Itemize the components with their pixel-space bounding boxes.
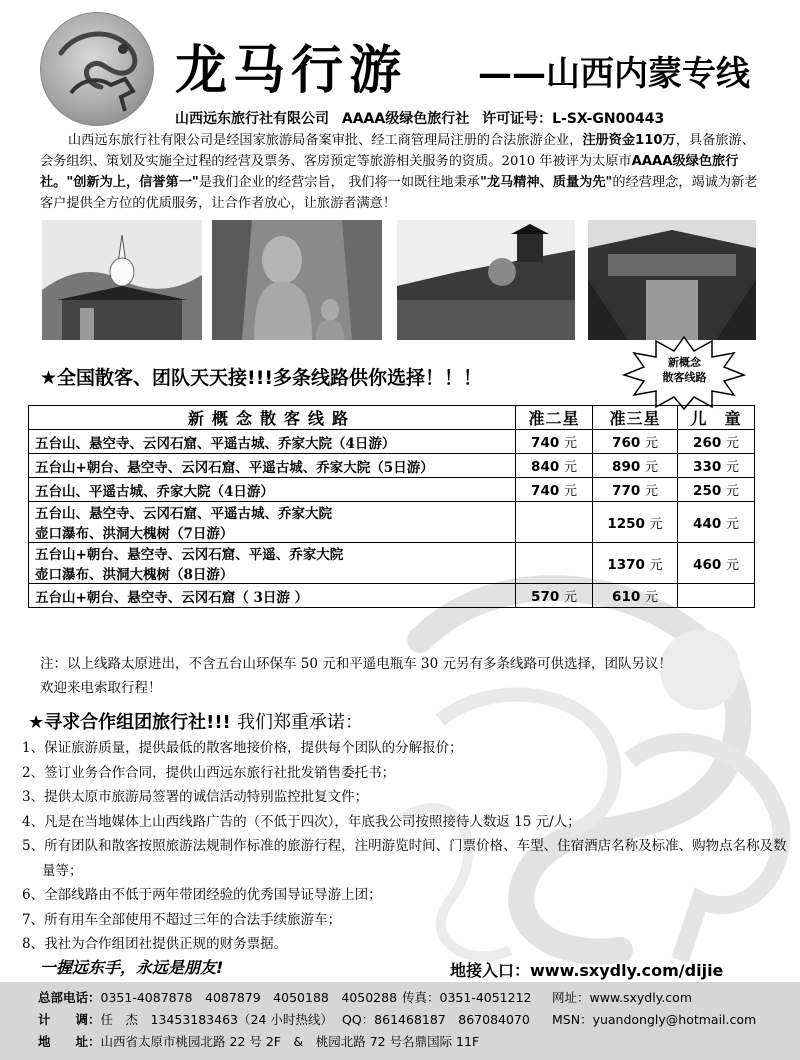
promise-list bbox=[22, 736, 792, 957]
price-cell-p2: 570 元 bbox=[516, 584, 593, 608]
company-name: 山西远东旅行社有限公司 bbox=[175, 111, 329, 127]
photo-wutaishan-pagoda bbox=[42, 220, 202, 340]
list-item: 7、所有用车全部使用不超过三年的合法手续旅游车； bbox=[22, 911, 342, 928]
table-row bbox=[29, 543, 755, 584]
price-cell-p2: 740 元 bbox=[516, 430, 593, 454]
route-cell: 五台山、悬空寺、云冈石窟、平遥古城、乔家大院（4日游） bbox=[29, 430, 516, 454]
address-text: 山西省太原市桃园北路 22 号 2F & 桃园北路 72 号名鼎国际 11F bbox=[100, 1034, 480, 1049]
price-cell-p3: 1250 元 bbox=[593, 502, 678, 543]
price-cell-p3: 1370 元 bbox=[593, 543, 678, 584]
partner-heading: ★寻求合作组团旅行社!!! 我们郑重承诺： bbox=[28, 712, 364, 733]
contact-label: 计 调： bbox=[38, 1012, 101, 1027]
list-item: 3、提供太原市旅游局签署的诚信活动特别监控批复文件； bbox=[22, 789, 369, 805]
list-item: 6、全部线路由不低于两年带团经验的优秀国导证导游上团； bbox=[22, 887, 382, 903]
contact-footer bbox=[0, 982, 800, 1060]
list-item: 8、我社为合作组团社提供正规的财务票据。 bbox=[22, 936, 288, 952]
registered-capital: 注册资金110万 bbox=[582, 133, 676, 148]
photo-pingyao-city-wall bbox=[397, 220, 575, 340]
route-note bbox=[40, 652, 780, 700]
price-cell-child: 260 元 bbox=[678, 430, 755, 454]
price-cell-p2: 740 元 bbox=[516, 478, 593, 502]
photo-qiao-family-courtyard bbox=[588, 220, 756, 340]
list-item: 2、签订业务合作合同，提供山西远东旅行社批发销售委托书； bbox=[22, 764, 396, 781]
route-price-table bbox=[28, 405, 755, 608]
col-header-child: 儿 童 bbox=[678, 406, 755, 430]
new-concept-badge bbox=[622, 335, 747, 410]
table-row bbox=[29, 454, 755, 478]
col-header-two-star: 准二星 bbox=[516, 406, 593, 430]
price-cell-p3: 890 元 bbox=[593, 454, 678, 478]
company-rating: AAAA级绿色旅行社 bbox=[341, 111, 470, 127]
table-row bbox=[29, 478, 755, 502]
price-cell-p3: 760 元 bbox=[593, 430, 678, 454]
fax-number: 传真：0351-4051212 bbox=[402, 990, 532, 1005]
closing-slogan: 一握远东手，永远是朋友! bbox=[40, 958, 224, 977]
spirit-text: "龙马精神、质量为先" bbox=[479, 175, 613, 190]
price-cell-child: 250 元 bbox=[678, 478, 755, 502]
table-row bbox=[29, 584, 755, 608]
route-cell: 五台山+朝台、悬空寺、云冈石窟、平遥古城、乔家大院（5日游） bbox=[29, 454, 516, 478]
note-line-1: 注：以上线路太原进出，不含五台山环保车 50 元和平遥电瓶车 30 元另有多条线路可供选择，团队另议！ bbox=[40, 656, 673, 672]
license-number: 许可证号：L-SX-GN00443 bbox=[482, 111, 665, 127]
price-cell-p2 bbox=[516, 502, 593, 543]
col-header-three-star: 准三星 bbox=[593, 406, 678, 430]
motto-text: "创新为上，信誉第一" bbox=[66, 175, 199, 190]
route-table-body bbox=[29, 430, 755, 608]
list-item: 5、所有团队和散客按照旅游法规制作标准的旅游行程，注明游览时间、门票价格、车型、住宿酒店名称及标准、购物点名称及数量等； bbox=[22, 838, 787, 879]
price-cell-child: 330 元 bbox=[678, 454, 755, 478]
page-title: 龙马行游 bbox=[175, 40, 408, 101]
contact-person: 任 杰 13453183463（24 小时热线） bbox=[100, 1012, 333, 1027]
qq-numbers: QQ：861468187 867084070 bbox=[342, 1012, 530, 1027]
website-link[interactable]: 网址：www.sxydly.com bbox=[552, 990, 692, 1005]
price-cell-p3: 610 元 bbox=[593, 584, 678, 608]
route-cell: 五台山、悬空寺、云冈石窟、平遥古城、乔家大院 壶口瀑布、洪洞大槐树（7日游） bbox=[29, 502, 516, 543]
address-label: 地 址： bbox=[38, 1034, 101, 1049]
price-cell-p3: 770 元 bbox=[593, 478, 678, 502]
table-row bbox=[29, 502, 755, 543]
web-entry-link[interactable]: 地接入口：www.sxydly.com/dijie bbox=[450, 961, 724, 980]
phone-numbers: 0351-4087878 4087879 4050188 4050288 bbox=[100, 990, 398, 1005]
page-subtitle: ——山西内蒙专线 bbox=[478, 54, 750, 94]
price-cell-p2 bbox=[516, 543, 593, 584]
company-info-line bbox=[175, 108, 672, 128]
price-cell-child: 460 元 bbox=[678, 543, 755, 584]
route-cell: 五台山+朝台、悬空寺、云冈石窟、平遥、乔家大院 壶口瀑布、洪洞大槐树（8日游） bbox=[29, 543, 516, 584]
award-text: AAAA级绿色旅行社。 bbox=[40, 154, 739, 190]
phone-label: 总部电话： bbox=[38, 990, 101, 1005]
slogan-banner: ★全国散客、团队天天接!!!多条线路供你选择！！！ bbox=[40, 367, 483, 389]
badge-line-1: 新概念 bbox=[668, 356, 701, 369]
price-cell-child: 440 元 bbox=[678, 502, 755, 543]
dragon-horse-emblem-icon bbox=[41, 13, 153, 125]
list-item: 1、保证旅游质量，提供最低的散客地接价格，提供每个团队的分解报价； bbox=[22, 740, 463, 756]
photo-yungang-grottoes bbox=[212, 220, 382, 340]
badge-line-2: 散客线路 bbox=[662, 371, 707, 384]
company-intro: 山西远东旅行社有限公司是经国家旅游局备案审批、经工商管理局注册的合法旅游企业，注册资金110万，具备旅游、会务组织、策划及实施全过程的经营及票务、客房预定等旅游相关服务的资质。2010 年被评为太原市AAAA级绿色旅行社。"创新为上，信誉第一"是我们企业的经营宗旨， 我们将一如既往地秉承"龙马精神、质量为先"的经营理念，竭诚为新老客户提供全方位的优质服务，让合作者放心，让旅游者满意！ bbox=[40, 133, 758, 211]
price-cell-p2: 840 元 bbox=[516, 454, 593, 478]
list-item: 4、凡是在当地媒体上山西线路广告的（不低于四次），年底我公司按照接待人数返 15 元/人； bbox=[22, 813, 581, 830]
price-cell-child bbox=[678, 584, 755, 608]
table-row bbox=[29, 430, 755, 454]
route-cell: 五台山+朝台、悬空寺、云冈石窟（ 3日游 ） bbox=[29, 584, 516, 608]
note-line-2: 欢迎来电索取行程！ bbox=[40, 680, 162, 696]
company-logo bbox=[40, 12, 154, 126]
col-header-route: 新概念散客线路 bbox=[29, 406, 516, 430]
msn-address[interactable]: MSN：yuandongly@hotmail.com bbox=[552, 1012, 757, 1027]
route-cell: 五台山、平遥古城、乔家大院（4日游） bbox=[29, 478, 516, 502]
